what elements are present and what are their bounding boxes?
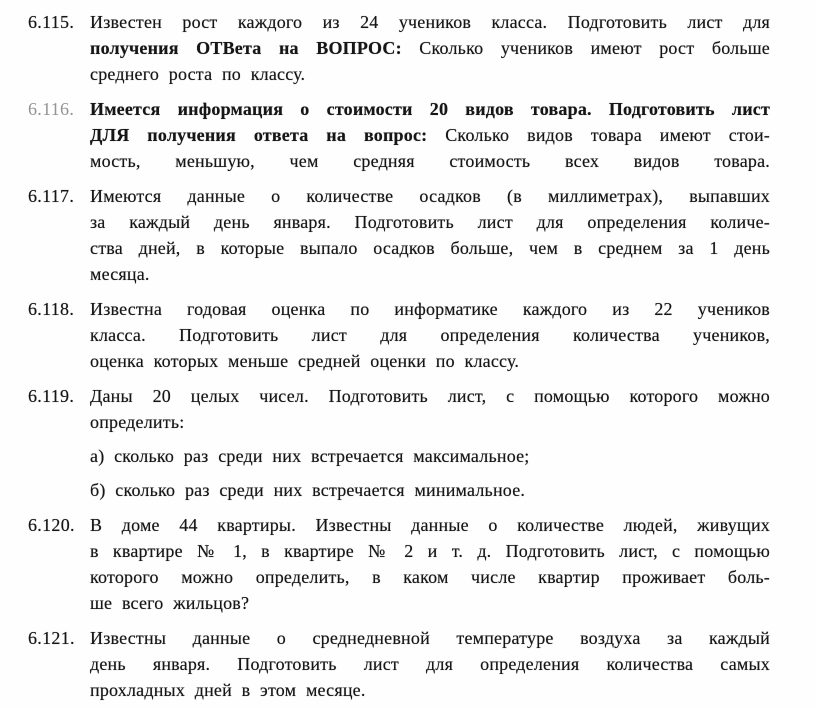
bold-text-segment: Имеется информация о стоимости 20 видов товара. Подготовить лист — [90, 99, 770, 119]
text-segment: а) сколько раз среди них встречается максимальное; — [90, 446, 530, 466]
text-line — [90, 477, 770, 503]
text-line — [90, 538, 770, 564]
text-line — [90, 322, 770, 348]
problem-item — [28, 512, 772, 616]
problem-item — [28, 96, 772, 174]
problem-paragraph — [90, 183, 770, 287]
text-line — [90, 261, 770, 287]
text-segment: оценка которых меньше средней оценки по классу. — [90, 351, 520, 371]
problem-number: 6.120. — [28, 515, 75, 535]
text-segment: которого можно определить, в каком числе квартир проживает боль- — [90, 567, 770, 587]
text-line — [90, 409, 770, 435]
text-line — [90, 9, 770, 35]
text-line — [90, 296, 770, 322]
problem-number: 6.115. — [28, 12, 75, 32]
problem-body — [90, 296, 770, 374]
problem-number: 6.116. — [28, 99, 75, 119]
problem-item — [28, 625, 772, 703]
text-line — [90, 651, 770, 677]
problem-paragraph — [90, 96, 770, 174]
text-segment: В доме 44 квартиры. Известны данные о количестве людей, живущих — [90, 515, 770, 535]
text-line — [90, 209, 770, 235]
text-line — [90, 677, 770, 703]
text-line — [90, 35, 770, 61]
problem-number: 6.117. — [28, 186, 75, 206]
text-segment: ства дней, в которые выпало осадков больше, чем в среднем за 1 день — [90, 238, 770, 258]
problem-subitem — [90, 443, 770, 469]
text-line — [90, 383, 770, 409]
problem-item — [28, 383, 772, 503]
text-segment: в квартире № 1, в квартире № 2 и т. д. Подготовить лист, с помощью — [90, 541, 770, 561]
text-segment: Сколько учеников имеют рост больше — [419, 38, 771, 58]
text-line — [90, 235, 770, 261]
text-segment: за каждый день января. Подготовить лист для определения количе- — [90, 212, 770, 232]
problem-number: 6.121. — [28, 628, 75, 648]
text-segment: Имеются данные о количестве осадков (в миллиметрах), выпавших — [90, 186, 770, 206]
text-segment: Известен рост каждого из 24 учеников класса. Подготовить лист для — [90, 12, 770, 32]
bold-text-segment: ДЛЯ получения ответа на вопрос: — [90, 125, 446, 145]
text-line — [90, 443, 770, 469]
problem-item — [28, 296, 772, 374]
text-line — [90, 183, 770, 209]
problem-body — [90, 96, 770, 174]
text-line — [90, 564, 770, 590]
text-segment: день января. Подготовить лист для определения количества самых — [90, 654, 770, 674]
problem-number: 6.118. — [28, 299, 75, 319]
text-line — [90, 348, 770, 374]
problem-paragraph — [90, 9, 770, 87]
problem-body — [90, 9, 770, 87]
problem-item — [28, 9, 772, 87]
text-line — [90, 512, 770, 538]
text-segment: среднего роста по классу. — [90, 64, 306, 84]
text-segment: Сколько видов товара имеют стои- — [445, 125, 770, 145]
text-segment: Известны данные о среднедневной температуре воздуха за каждый — [90, 628, 770, 648]
text-segment: б) сколько раз среди них встречается минимальное. — [90, 480, 526, 500]
problem-paragraph — [90, 383, 770, 435]
bold-text-segment: получения ОТВета на ВОПРОС: — [90, 38, 420, 58]
problem-body — [90, 512, 770, 616]
problem-body — [90, 183, 770, 287]
problem-body — [90, 383, 770, 503]
text-line — [90, 625, 770, 651]
text-line — [90, 590, 770, 616]
text-segment: мость, меньшую, чем средняя стоимость всех видов товара. — [90, 151, 770, 171]
problem-paragraph — [90, 625, 770, 703]
text-segment: Даны 20 целых чисел. Подготовить лист, с помощью которого можно — [90, 386, 770, 406]
problem-list — [28, 9, 772, 703]
text-segment: ше всего жильцов? — [90, 593, 250, 613]
text-segment: Известна годовая оценка по информатике каждого из 22 учеников — [90, 299, 770, 319]
text-segment: определить: — [90, 412, 185, 432]
problem-paragraph — [90, 296, 770, 374]
text-segment: месяца. — [90, 264, 150, 284]
text-line — [90, 61, 770, 87]
text-line — [90, 148, 770, 174]
problem-number: 6.119. — [28, 386, 75, 406]
text-segment: прохладных дней в этом месяце. — [90, 680, 366, 700]
problem-paragraph — [90, 512, 770, 616]
problem-subitem — [90, 477, 770, 503]
text-segment: класса. Подготовить лист для определения количества учеников, — [90, 325, 770, 345]
text-line — [90, 122, 770, 148]
text-line — [90, 96, 770, 122]
problem-body — [90, 625, 770, 703]
problem-item — [28, 183, 772, 287]
